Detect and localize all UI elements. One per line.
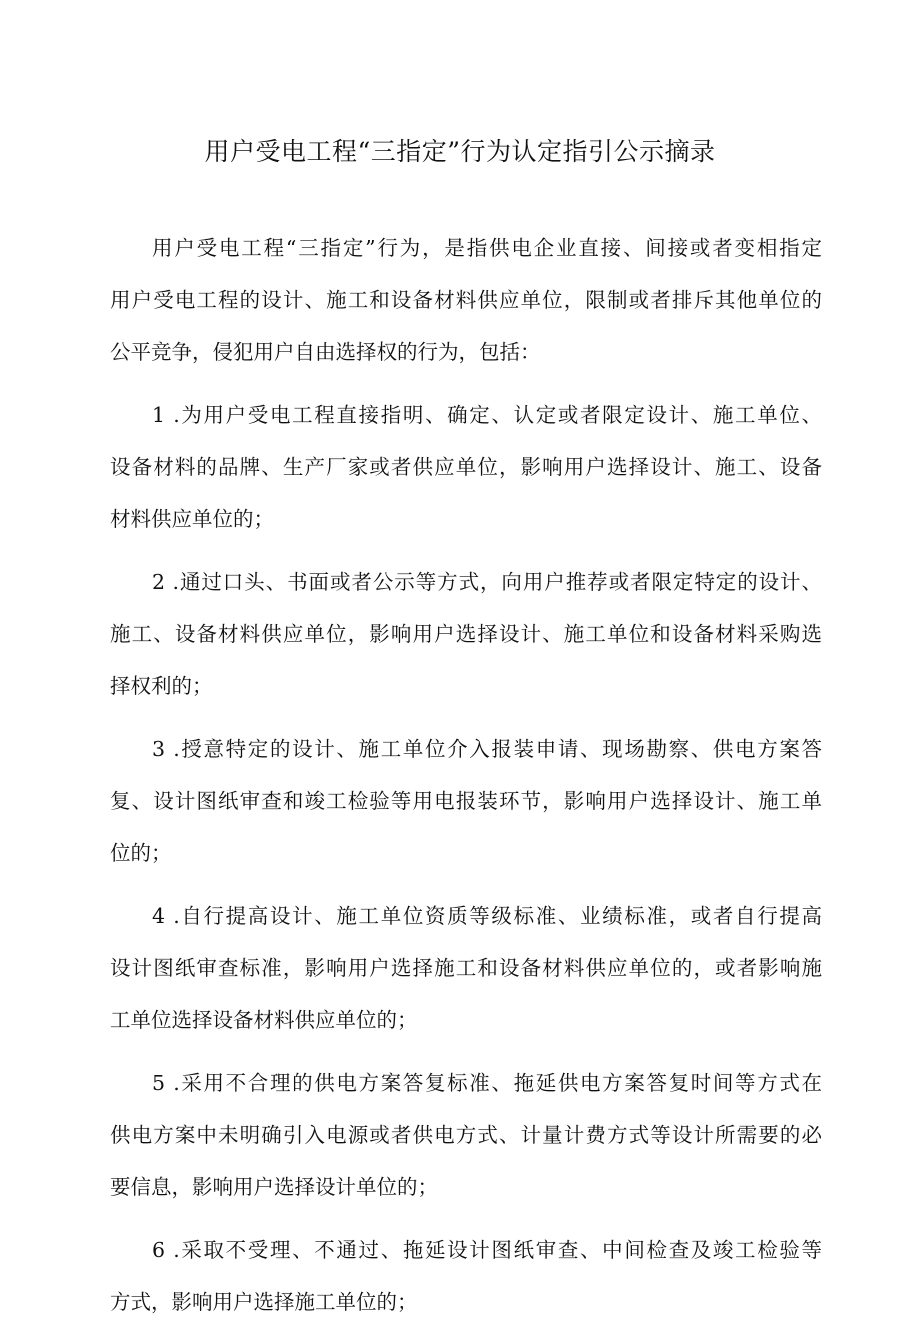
paragraph-line: 公平竞争，侵犯用户自由选择权的行为，包括： <box>110 340 541 364</box>
list-item-2 <box>110 556 822 712</box>
paragraph-line: 3 .授意特定的设计、施工单位介入报装申请、现场勘察、供电方案答 <box>152 737 822 761</box>
list-item-6 <box>110 1224 822 1328</box>
list-item-4 <box>110 890 822 1046</box>
paragraph-line: 供电方案中未明确引入电源或者供电方式、计量计费方式等设计所需要的必 <box>110 1123 822 1147</box>
paragraph-line: 用户受电工程的设计、施工和设备材料供应单位，限制或者排斥其他单位的 <box>110 288 822 312</box>
paragraph-line: 6 .采取不受理、不通过、拖延设计图纸审查、中间检查及竣工检验等 <box>152 1238 822 1262</box>
intro-paragraph <box>110 222 822 378</box>
document-body <box>110 222 822 1339</box>
paragraph-line: 位的； <box>110 841 172 865</box>
list-item-1 <box>110 389 822 545</box>
list-item-3 <box>110 723 822 879</box>
paragraph-line: 4 .自行提高设计、施工单位资质等级标准、业绩标准，或者自行提高 <box>152 904 822 928</box>
paragraph-line: 设计图纸审查标准，影响用户选择施工和设备材料供应单位的，或者影响施 <box>110 956 822 980</box>
list-item-5 <box>110 1057 822 1213</box>
paragraph-line: 复、设计图纸审查和竣工检验等用电报装环节，影响用户选择设计、施工单 <box>110 789 822 813</box>
paragraph-line: 择权利的； <box>110 674 213 698</box>
paragraph-line: 用户受电工程“三指定”行为，是指供电企业直接、间接或者变相指定 <box>152 236 822 260</box>
document-title: 用户受电工程“三指定”行为认定指引公示摘录 <box>204 137 716 166</box>
paragraph-line: 方式，影响用户选择施工单位的； <box>110 1290 418 1314</box>
paragraph-line: 要信息，影响用户选择设计单位的； <box>110 1175 438 1199</box>
paragraph-line: 1 .为用户受电工程直接指明、确定、认定或者限定设计、施工单位、 <box>152 403 822 427</box>
paragraph-line: 材料供应单位的； <box>110 507 274 531</box>
paragraph-line: 设备材料的品牌、生产厂家或者供应单位，影响用户选择设计、施工、设备 <box>110 455 822 479</box>
paragraph-line: 施工、设备材料供应单位，影响用户选择设计、施工单位和设备材料采购选 <box>110 622 822 646</box>
paragraph-line: 2 .通过口头、书面或者公示等方式，向用户推荐或者限定特定的设计、 <box>152 570 822 594</box>
paragraph-line: 工单位选择设备材料供应单位的； <box>110 1008 418 1032</box>
paragraph-line: 5 .采用不合理的供电方案答复标准、拖延供电方案答复时间等方式在 <box>152 1071 822 1095</box>
